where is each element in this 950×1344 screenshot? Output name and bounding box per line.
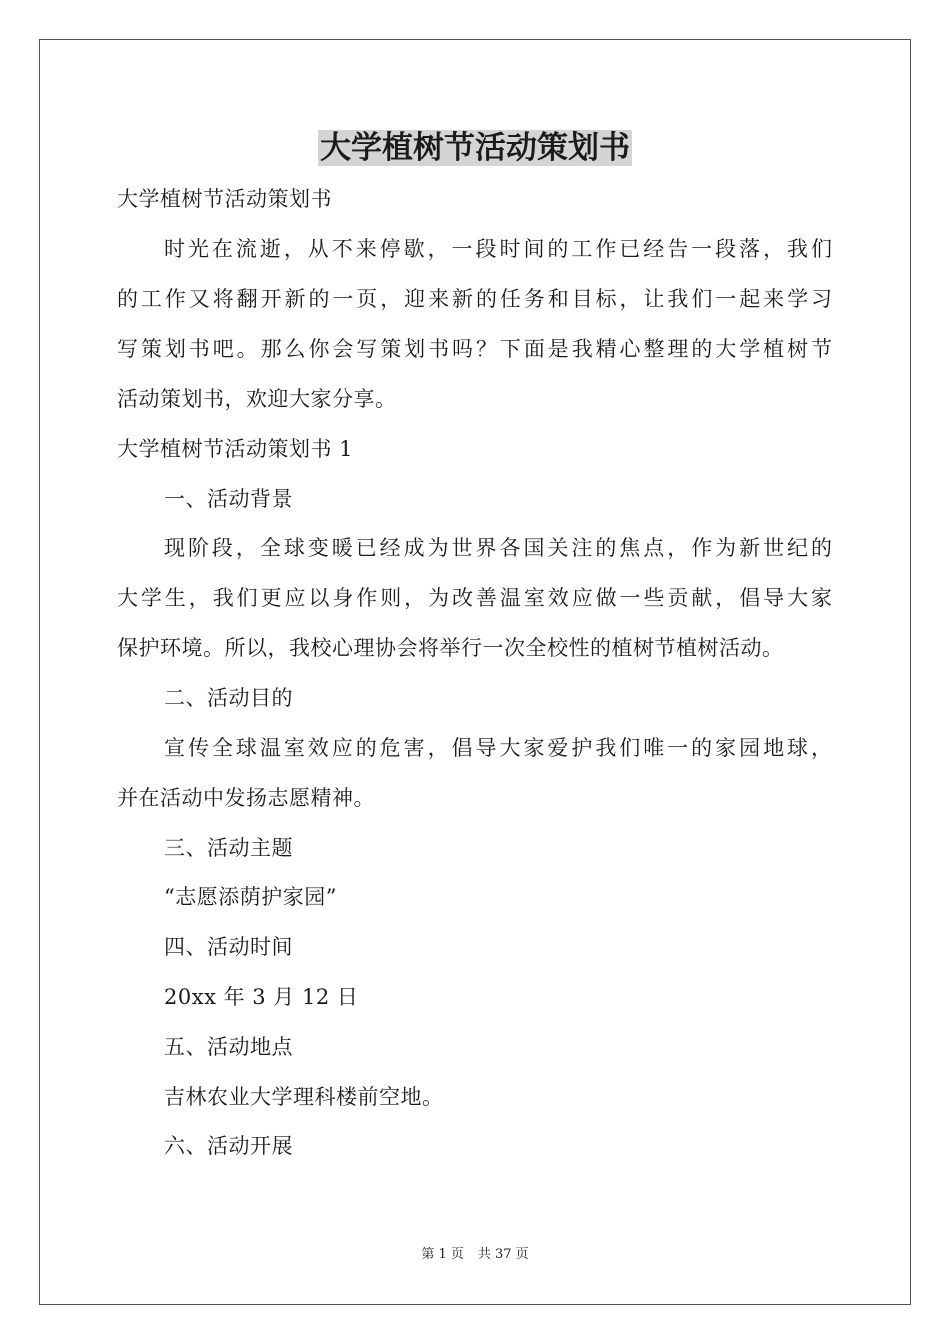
date-text: 20xx 年 3 月 12 日 (164, 985, 359, 1009)
section-heading: 大学植树节活动策划书 1 (117, 437, 354, 461)
paragraph-line: 时光在流逝，从不来停歇，一段时间的工作已经告一段落，我们 (164, 237, 832, 261)
paragraph-line: 的工作又将翻开新的一页，迎来新的任务和目标，让我们一起来学习 (117, 287, 832, 311)
location-text: 吉林农业大学理科楼前空地。 (164, 1085, 444, 1109)
paragraph-line: 大学生，我们更应以身作则，为改善温室效应做一些贡献，倡导大家 (117, 586, 832, 610)
paragraph-line: 现阶段，全球变暖已经成为世界各国关注的焦点，作为新世纪的 (164, 536, 832, 560)
subsection-heading: 四、活动时间 (164, 935, 293, 959)
subtitle-line: 大学植树节活动策划书 (117, 187, 332, 211)
paragraph-line: 并在活动中发扬志愿精神。 (117, 786, 375, 810)
paragraph-line: 宣传全球温室效应的危害，倡导大家爱护我们唯一的家园地球， (164, 736, 832, 760)
subsection-heading: 一、活动背景 (164, 487, 293, 511)
subsection-heading: 二、活动目的 (164, 686, 293, 710)
subsection-heading: 五、活动地点 (164, 1035, 293, 1059)
paragraph-line: 活动策划书，欢迎大家分享。 (117, 387, 397, 411)
paragraph-line: 保护环境。所以，我校心理协会将举行一次全校性的植树节植树活动。 (117, 636, 784, 660)
page-number: 第 1 页 (421, 1247, 464, 1262)
page-total: 共 37 页 (477, 1247, 529, 1262)
theme-text: “志愿添荫护家园” (164, 885, 337, 909)
document-title (0, 126, 950, 170)
page-footer (0, 1246, 950, 1264)
document-title-text: 大学植树节活动策划书 (320, 130, 630, 166)
subsection-heading: 六、活动开展 (164, 1134, 293, 1158)
subsection-heading: 三、活动主题 (164, 836, 293, 860)
page-border (39, 39, 911, 1305)
paragraph-line: 写策划书吧。那么你会写策划书吗？下面是我精心整理的大学植树节 (117, 337, 832, 361)
